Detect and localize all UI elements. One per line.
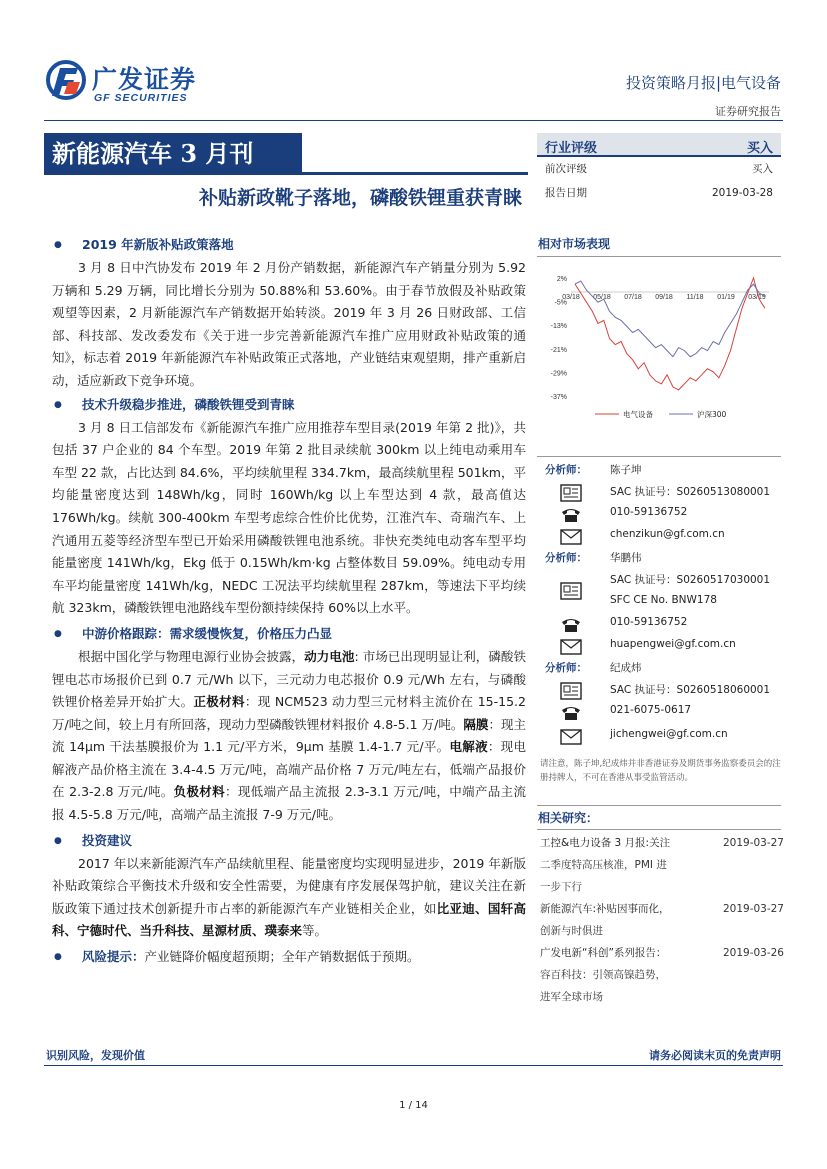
phone-icon [560, 506, 582, 524]
company-logo [46, 58, 226, 108]
analyst-label: 分析师： [545, 662, 587, 674]
logo-text-cn: 广发证券 [92, 65, 197, 94]
analyst-phone: 010-59136752 [610, 506, 688, 518]
y-tick-label: -37% [550, 394, 567, 401]
related-item-date: 2019-03-26 [722, 947, 784, 959]
analyst-2-phone-row [540, 616, 784, 636]
analyst-sac: SAC 执证号：S0260517030001 [610, 574, 771, 586]
report-type-block [626, 72, 781, 119]
envelope-icon [560, 528, 582, 546]
analyst-3-sac-row [540, 682, 784, 702]
envelope-icon [560, 638, 582, 656]
bold-term: 负极材料 [173, 784, 225, 800]
related-item-date: 2019-03-27 [722, 903, 784, 915]
risk-text: 产业链降价幅度超预期；全年产销数据低于预期。 [144, 949, 420, 965]
x-tick-label: 09/18 [655, 294, 673, 301]
section-heading: ● 中游价格跟踪：需求缓慢恢复，价格压力凸显 [52, 622, 526, 646]
y-tick-label: -13% [550, 323, 567, 331]
gf-logo-icon [46, 60, 86, 100]
section-paragraph: 3 月 8 日工信部发布《新能源汽车推广应用推荐车型目录(2019 年第 2 批)》，共包括 37 户企业的 84 个车型。2019 年第 2 批目录续航 300km 以上纯电动乘用车车型 22 款，占比达到 84.6%，平均续航里程 334.7km，最高续航里程 501km，平均能量密度达到 148Wh/kg，同时 160Wh/kg 以上车型达到 4 款，最高值达 176Wh/kg。续航 300-400km 车型考虑综合性价比优势，江淮汽车、奇瑞汽车、上汽通用五菱等经济型车型已开始采用磷酸铁锂电池系统。非快充类纯电动客车型平均能量密度 141Wh/kg，Ekg 低于 0.15Wh/km·kg 占整体数目 59.09%。纯电动专用车平均能量密度 141Wh/kg，NEDC 工况法平均续航里程 287km，等速法下平均续航 323km，磷酸铁锂电池路线车型份额持续保持 60%以上水平。 [52, 419, 526, 616]
bold-term: 隔膜 [463, 716, 489, 732]
analyst-label: 分析师： [545, 464, 587, 476]
relative-performance-chart [537, 268, 781, 428]
analyst-2-sfc-row [540, 594, 784, 614]
report-date-row [537, 181, 781, 205]
footer-disclaimer[interactable]: 请务必阅读末页的免责声明 [649, 1049, 781, 1062]
analyst-3-email-row [540, 728, 784, 748]
text-run: 2017 年以来新能源汽车产品续航里程、能量密度均实现明显进步，2019 年新版补贴政策综合平衡技术升级和安全性需要，为健康有序发展保驾护航，建议关注在新版政策下通过技术创新提升市占率的新能源汽车产业链相关企业，如 [52, 855, 526, 916]
rating-header [537, 133, 781, 157]
related-item[interactable] [540, 832, 784, 898]
report-date-value: 2019-03-28 [711, 187, 773, 199]
y-tick-label: -21% [550, 346, 567, 354]
id-card-icon [560, 484, 582, 502]
text-run: 等。 [302, 923, 328, 939]
report-date-label: 报告日期 [545, 187, 587, 199]
market-heading-rule [537, 256, 781, 257]
header-divider [44, 120, 783, 121]
related-item-line: 广发电新“科创”系列报告： [540, 947, 667, 959]
text-run: ：现电解液产品价格主流在 3.4-4.5 万元/吨，高端产品价格 7 万元/吨左右，低端产品报价在 2.3-2.8 万元/吨。 [52, 739, 526, 800]
section-paragraph: 3 月 8 日中汽协发布 2019 年 2 月份产销数据，新能源汽车产销量分别为 5.92 万辆和 5.29 万辆，同比增长分别为 50.88%和 53.60%。由于春节放假及补贴政策观望等因素，2 月新能源汽车产销数据开始转淡。2019 年 3 月 26 日财政部、工信部、科技部、发改委发布《关于进一步完善新能源汽车推广应用财政补贴政策的通知》，标志着 2019 年新能源汽车补贴政策正式落地，产业链结束观望期，排产重新启动，适应新政下竞争环境。 [52, 260, 526, 388]
analyst-email[interactable]: huapengwei@gf.com.cn [610, 638, 736, 650]
related-item-line: 进军全球市场 [540, 991, 603, 1003]
analyst-1-email-row [540, 528, 784, 548]
title-underline [44, 172, 528, 175]
analyst-label: 分析师： [545, 552, 587, 564]
id-card-icon [560, 682, 582, 700]
x-tick-label: 01/19 [717, 294, 735, 301]
analyst-sac: SAC 执证号：S0260518060001 [610, 684, 771, 696]
analyst-phone: 010-59136752 [610, 616, 688, 628]
x-tick-label: 03/18 [562, 294, 580, 301]
analyst-sac: SAC 执证号：S0260513080001 [610, 486, 771, 498]
analyst-name: 纪成炜 [610, 662, 642, 674]
analyst-disclaimer-note: 请注意，陈子坤,纪成炜并非香港证券及期货事务监察委员会的注册持牌人，不可在香港从事受监管活动。 [540, 759, 781, 783]
industry-rating-value: 买入 [746, 141, 773, 156]
analyst-name: 华鹏伟 [610, 552, 642, 564]
prev-rating-row [537, 157, 781, 181]
report-subtitle: 补贴新政靴子落地，磷酸铁锂重获青睐 [198, 187, 522, 209]
analyst-3-phone-row [540, 704, 784, 724]
x-tick-label: 05/18 [593, 294, 611, 301]
x-tick-label: 11/18 [686, 294, 704, 301]
related-item-line: 工控&电力设备 3 月报:关注 [540, 837, 671, 849]
bold-term: 电解液 [449, 739, 488, 755]
logo-text-en: GF SECURITIES [94, 92, 188, 104]
section-paragraph [52, 853, 526, 943]
related-item-line: 新能源汽车:补贴因事而化， [540, 903, 670, 915]
bold-term: 动力电池 [304, 648, 355, 664]
related-item-date: 2019-03-27 [722, 837, 784, 849]
y-tick-label: -5% [554, 299, 567, 307]
analyst-phone: 021-6075-0617 [610, 704, 692, 716]
footer-divider [44, 1065, 783, 1066]
bold-term: 正极材料 [193, 694, 245, 710]
analyst-1-name-row [540, 462, 784, 482]
series-line-2 [575, 281, 765, 357]
text-run: ：现低端产品主流报 2.3-3.1 万元/吨，中端产品主流报 4.5-5.8 万元/吨，高端产品主流报 7-9 万元/吨。 [52, 784, 526, 823]
y-tick-label: 2% [556, 276, 567, 283]
x-tick-label: 07/18 [624, 294, 642, 301]
report-type: 投资策略月报|电气设备 [625, 74, 781, 92]
phone-icon [560, 616, 582, 634]
title-banner [44, 133, 528, 213]
analyst-email[interactable]: jichengwei@gf.com.cn [610, 728, 728, 740]
report-subtype: 证券研究报告 [715, 105, 781, 118]
report-title: 新能源汽车 3 月刊 [44, 133, 302, 174]
rating-box [537, 133, 781, 205]
footer-slogan: 识别风险，发现价值 [46, 1049, 145, 1062]
related-top-rule [537, 805, 781, 806]
analyst-2-name-row [540, 550, 784, 570]
analyst-1-sac-row [540, 484, 784, 504]
related-item[interactable] [540, 942, 784, 1008]
section-heading: ● 技术升级稳步推进，磷酸铁锂受到青睐 [52, 393, 526, 417]
analyst-email[interactable]: chenzikun@gf.com.cn [610, 528, 725, 540]
text-run: ：现 NCM523 动力型三元材料主流价在 15-15.2 万/吨之间，较上月有所回落，现动力型磷酸铁锂材料报价 4.8-5.1 万/吨。 [52, 694, 526, 732]
related-item-line: 容百科技：引领高镍趋势， [540, 969, 666, 981]
legend-label: 沪深300 [697, 410, 727, 419]
envelope-icon [560, 728, 582, 746]
section-heading: ● 投资建议 [52, 829, 526, 853]
related-item[interactable] [540, 898, 784, 942]
analyst-top-rule [537, 456, 781, 457]
section-paragraph [52, 646, 526, 827]
legend-label: 电气设备 [623, 410, 653, 419]
related-heading: 相关研究： [538, 811, 599, 825]
analyst-1-phone-row [540, 506, 784, 526]
text-run: : 市场已出现明显让利，磷酸铁锂电芯市场报价已到 0.7 元/Wh 以下，三元动力电芯报价 0.9 元/Wh 左右，与磷酸铁锂价格差异开始扩大。 [52, 648, 526, 710]
related-item-line: 一步下行 [540, 881, 582, 893]
analyst-2-sac-row [540, 572, 784, 592]
related-research-list [540, 832, 784, 1008]
bold-companies: 比亚迪、国轩高科、宁德时代、当升科技、星源材质、璞泰来 [52, 900, 526, 939]
text-run: ：现主流 14μm 干法基膜报价为 1.1 元/平方米，9μm 基膜 1.4-1.7 元/平。 [52, 716, 526, 755]
related-heading-rule [537, 829, 781, 830]
phone-icon [560, 704, 582, 722]
report-body [52, 233, 526, 969]
analyst-name: 陈子坤 [610, 464, 642, 476]
analyst-sfc: SFC CE No. BNW178 [610, 594, 717, 606]
risk-label: 风险提示： [82, 949, 145, 965]
section-heading: ● 2019 年新版补贴政策落地 [52, 233, 526, 257]
page-number: 1 / 14 [399, 1100, 428, 1111]
x-tick-label: 03/19 [748, 294, 766, 301]
industry-rating-label: 行业评级 [545, 141, 598, 156]
related-item-line: 创新与时俱进 [540, 925, 603, 937]
prev-rating-value: 买入 [752, 163, 773, 175]
text-run: 根据中国化学与物理电源行业协会披露， [78, 648, 305, 664]
prev-rating-label: 前次评级 [545, 163, 587, 175]
y-tick-label: -29% [550, 370, 567, 378]
risk-line [52, 945, 526, 969]
market-heading: 相对市场表现 [538, 237, 611, 251]
analyst-3-name-row [540, 660, 784, 680]
related-item-line: 二季度特高压核准，PMI 进 [540, 859, 667, 871]
analyst-2-email-row [540, 638, 784, 658]
